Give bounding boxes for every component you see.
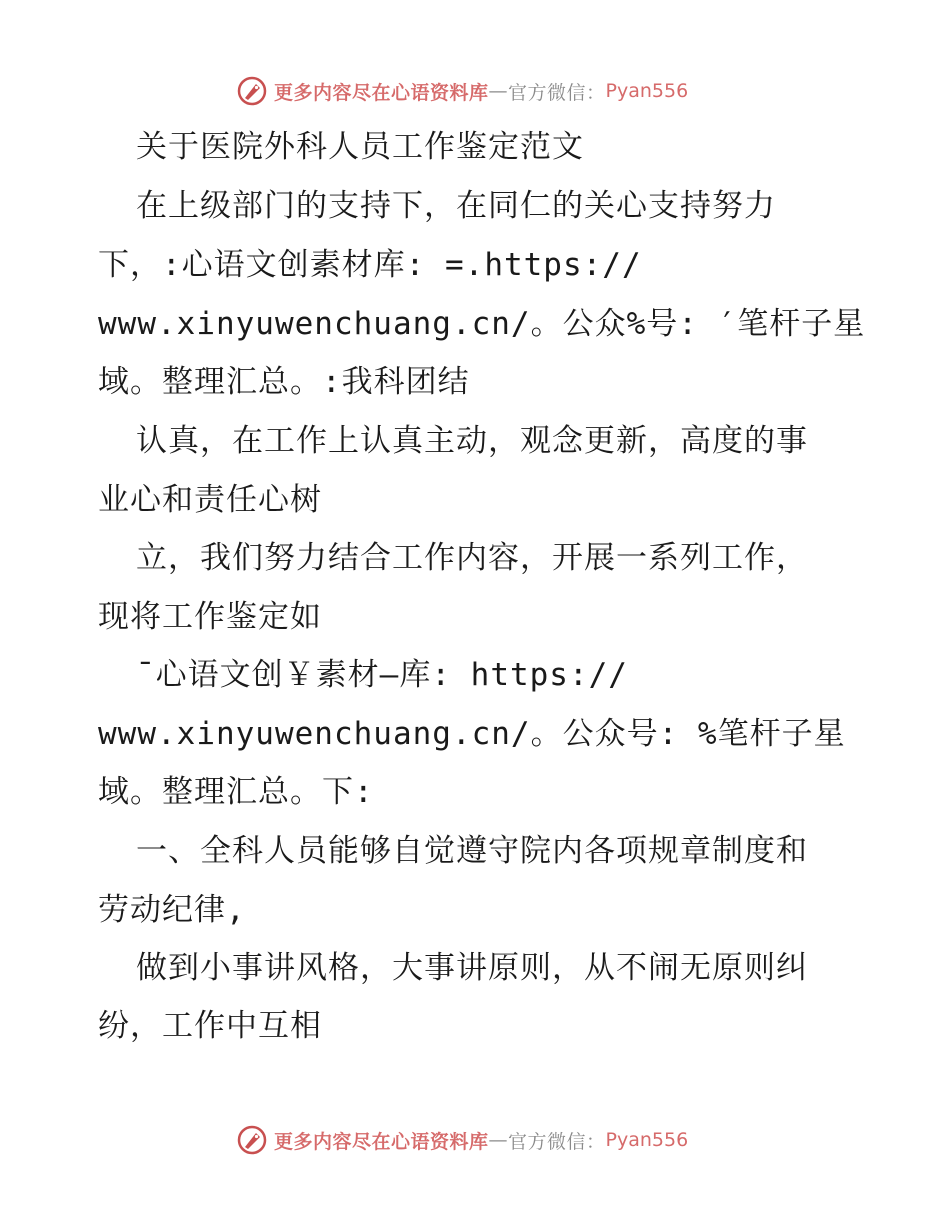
- footer-separator: —: [488, 1129, 509, 1151]
- paragraph-line: 现将工作鉴定如: [98, 599, 322, 635]
- footer-contact-label: 官方微信：: [508, 1130, 606, 1153]
- paragraph-line: www.xinyuwenchuang.cn/。公众号: %笔杆子星: [98, 716, 846, 752]
- footer-banner: [236, 1122, 688, 1158]
- paragraph-line: 立，我们努力结合工作内容，开展一系列工作，: [136, 540, 808, 576]
- paragraph-line: www.xinyuwenchuang.cn/。公众%号: ′笔杆子星: [98, 306, 866, 342]
- pen-nib-circle-icon: [236, 75, 268, 107]
- paragraph-line: 做到小事讲风格，大事讲原则，从不闹无原则纠: [136, 950, 808, 986]
- footer-brand-text: 更多内容尽在心语资料库: [274, 1130, 489, 1153]
- paragraph-line: 域。整理汇总。下:: [98, 774, 374, 810]
- header-contact-label: 官方微信：: [508, 81, 606, 104]
- paragraph-line: 一、全科人员能够自觉遵守院内各项规章制度和: [136, 833, 808, 869]
- paragraph-line: 业心和责任心树: [98, 482, 322, 518]
- pen-nib-circle-icon: [236, 1124, 268, 1156]
- header-banner: [236, 73, 688, 109]
- footer-contact-id: Pyan556: [605, 1129, 689, 1151]
- paragraph-line: 域。整理汇总。:我科团结: [98, 364, 470, 400]
- header-separator: —: [488, 80, 509, 102]
- header-brand-text: 更多内容尽在心语资料库: [274, 81, 489, 104]
- paragraph-line: ¯心语文创￥素材—库: https://: [136, 657, 628, 693]
- paragraph-line: 在上级部门的支持下，在同仁的关心支持努力: [136, 188, 776, 224]
- document-title: 关于医院外科人员工作鉴定范文: [136, 129, 584, 165]
- paragraph-line: 劳动纪律,: [98, 892, 246, 928]
- paragraph-line: 纷，工作中互相: [98, 1008, 322, 1044]
- paragraph-line: 下，:心语文创素材库: =.https://: [98, 247, 642, 283]
- paragraph-line: 认真，在工作上认真主动，观念更新，高度的事: [136, 423, 808, 459]
- header-contact-id: Pyan556: [605, 80, 689, 102]
